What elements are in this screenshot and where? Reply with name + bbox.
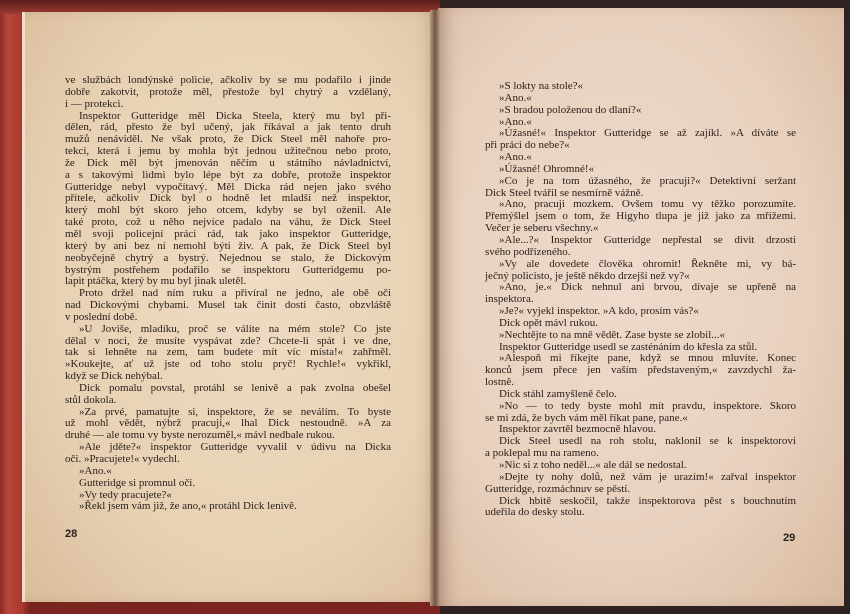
text-line: Inspektor Gutteridge usedl se zasténáním do křesla za stůl. [499,340,758,353]
text-line: ve službách londýnské policie, ačkoliv by se mu podařilo i jinde [65,74,391,86]
text-line: »Za prvé, pamatujte si, inspektore, že se neválím. To byste [79,405,391,418]
text-line: »Řekl jsem vám již, že ano,« protáhl Dick lenivě. [79,500,297,513]
text-line: Večer je seberu všechny.« [485,222,599,235]
left-page [22,12,439,602]
text-line: Dick hbitě seskočil, takže inspektorova pěst s bouchnutím [499,494,796,507]
left-page-text [65,75,391,513]
text-line: Gutteridge nebyl vypočítavý. Měl Dicka rád nejen jako svého [65,180,391,193]
text-line: »Ano.« [499,115,532,128]
text-line: Dick Steel usedl na roh stolu, naklonil se k inspektorovi [499,435,796,448]
text-line: »Vy ale dovedete člověka ohromit! Řekněte mi, vy bá- [499,257,796,270]
text-line: neobyčejně chytrý a bystrý. Nejednou se stalo, že Dickovým [65,251,391,264]
text-line: při práci do nebe?« [485,139,570,152]
text-line: přítele, ačkoliv Dick byl o hodně let mladší než inspektor, [65,192,391,205]
text-line: také proto, což u něho nejvíce padalo na váhu, že Dick Steel [65,216,391,229]
page-number-left: 28 [65,528,78,540]
text-line: dělal v noci, že musíte vyspávat zde? Chcete-li spát i ve dne, [65,334,391,347]
text-line: »Úžasné! Ohromné!« [499,162,594,175]
text-line: Dick opět mávl rukou. [499,316,598,329]
text-line: »Koukejte, ať už jste od toho stolu pryč! Rychle!« vykřikl, [65,358,391,371]
text-line: »Úžasné!« Inspektor Gutteridge se až zajíkl. »A díváte se [499,127,796,140]
text-line: tak si lehněte na zem, tam budete mít víc místa!« zahřměl. [65,346,391,359]
text-line: »No — to tedy byste mohl mít pravdu, inspektore. Skoro [499,399,796,412]
text-line: i — protekci. [65,97,124,110]
text-line: »S bradou položenou do dlaní?« [499,103,642,116]
text-line: a s takovými lidmi bylo lépe být za dobře, protože inspektor [65,168,391,181]
text-line: tekci, která i jemu by mohla být jednou užitečnou nebo proto, [65,145,391,158]
text-line: lostně. [485,376,515,389]
text-line: Dick pomalu povstal, protáhl se lenivě a pak zvolna obešel [79,381,391,394]
text-line: bystrým postřehem podařilo se inspektoru Gutteridgemu po- [65,263,391,276]
text-line: svého podřízeného. [485,245,571,258]
right-page [438,8,844,606]
text-line: měl svoji policejní práci rád, tak jako inspektor Gutteridge, [65,227,391,240]
text-line: který by ani bez ní nemohl býti živ. A pak, že Dick Steel byl [65,239,391,252]
text-line: »Ano, je.« Dick nehnul ani brvou, dívaje se upřeně na [499,281,796,294]
text-line: Gutteridge si promnul oči. [79,476,196,489]
text-line: lapit ptáčka, který by mu byl jinak uletěl. [65,275,247,288]
text-line: »Ale...?« Inspektor Gutteridge nepřestal se divit drzosti [499,233,796,246]
text-line: už mohl vědět, nýbrž pracuji,« lhal Dick nestoudně. »A za [65,417,391,430]
text-line: »Nic si z toho neděl...« ale dál se nedostal. [499,459,687,471]
text-line: »Ano.« [499,91,532,104]
text-line: ječný policisto, je ještě někdo drzejší než vy?« [485,269,690,282]
text-line: v poslední době. [65,310,138,323]
text-line: udeřila do desky stolu. [485,506,585,519]
text-line: který mohl být skoro jeho otcem, kdyby se byl oženil. Ale [65,204,391,217]
page-number-right: 29 [783,532,796,544]
text-line: »S lokty na stole?« [499,80,584,92]
text-line: Gutteridge, rozmáchnuv se pěstí. [485,482,631,495]
text-line: dělen, rád, přesto že byl učený, jak říkával a jak tento druh [65,121,391,134]
text-line: konců jsem přece jen vaším představeným,« zavzdychl ža- [485,364,796,377]
text-line: »Co je na tom úžasného, že pracuji?« Detektivní seržant [499,174,796,187]
text-line: Proto držel nad ním ruku a přivíral ne jedno, ale obě oči [79,287,391,300]
text-line: »U Joviše, mladíku, proč se válíte na mém stole? Co jste [79,322,391,335]
text-line: Dick stáhl zamyšleně čelo. [499,387,617,400]
text-line: že Dick měl být jmenován něčím u státního návladnictví, [65,156,391,169]
text-line: Inspektor Gutteridge měl Dicka Steela, který mu byl při- [79,109,391,122]
text-line: když se Dick nehýbal. [65,370,163,383]
text-line: inspektora. [485,293,534,306]
text-line: »Ano.« [79,464,112,477]
text-line: stůl dokola. [65,393,117,406]
right-page-text [485,81,796,519]
text-line: »Nechtějte to na mně vědět. Zase byste se zlobil...« [499,328,726,341]
text-line: se mi zdá, že bych vám měl říkat pane, pane.« [485,411,688,424]
text-line: nad Dickovými chybami. Musel tak činit dosti často, obzvláště [65,299,391,312]
text-line: Dick Steel tvářil se nesmírně vážně. [485,186,644,199]
text-line: »Ano.« [499,151,532,164]
text-line: a poklepal mu na rameno. [485,447,599,460]
text-line: mužů nenáviděl. Ne však proto, že Dick Steel měl nahoře pro- [65,133,391,146]
text-line: »Ano, pracuji mozkem. Ovšem tomu vy těžko porozumíte. [499,198,796,211]
text-line: »Dejte ty nohy dolů, než vám je urazím!« zařval inspektor [499,470,796,483]
text-line: »Alespoň mi říkejte pane, když se mnou mluvíte. Konec [499,352,796,365]
text-line: »Je?« vyjekl inspektor. »A kdo, prosím vás?« [499,305,699,318]
text-line: dobře zakotvit, protože měl, přestože byl chytrý a vzdělaný, [65,85,391,98]
text-line: Přemýšlel jsem o tom, že Higyho tlupa je již jako za mřížemi. [485,210,796,223]
text-line: »Vy tedy pracujete?« [79,488,172,501]
book-gutter [430,10,440,606]
text-line: »Ale jděte?« inspektor Gutteridge vyvalil v údivu na Dicka [79,441,391,454]
text-line: druhé — ale tomu vy byste nerozuměl,« mávl nedbale rukou. [65,429,335,442]
text-line: Inspektor zavrtěl bezmocně hlavou. [499,423,656,436]
text-line: oči. »Pracujete!« vydechl. [65,453,180,465]
